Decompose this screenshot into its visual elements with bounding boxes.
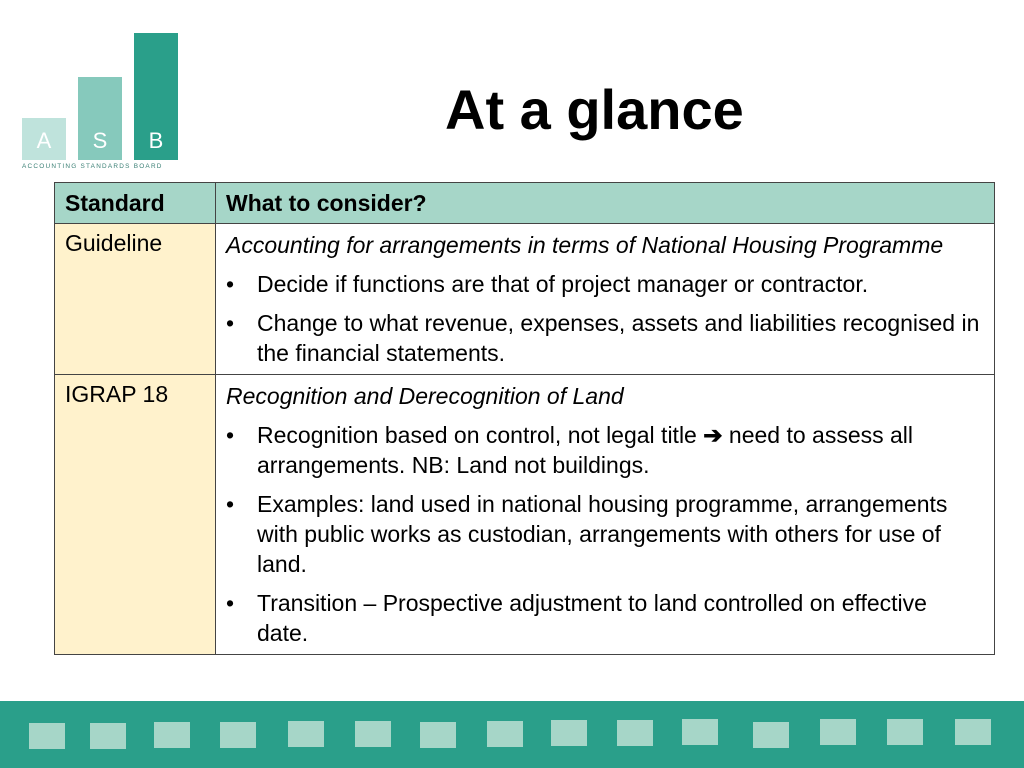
- footer-square: [617, 720, 653, 746]
- footer-square: [887, 719, 923, 745]
- footer-square: [420, 722, 456, 748]
- footer-square: [355, 721, 391, 747]
- table-row: [55, 224, 995, 375]
- footer-square: [154, 722, 190, 748]
- footer-square: [29, 723, 65, 749]
- footer-square: [288, 721, 324, 747]
- slide-title: At a glance: [445, 78, 744, 141]
- footer-band: [0, 701, 1024, 768]
- logo-bar-a: [22, 118, 66, 160]
- logo-tagline: ACCOUNTING STANDARDS BOARD: [22, 163, 163, 170]
- asb-logo: [20, 33, 180, 173]
- bullet-point: • Transition – Prospective adjustment to land controlled on effective date.: [226, 588, 984, 648]
- logo-bar-s: [78, 77, 122, 160]
- standard-cell: Guideline: [55, 224, 216, 375]
- logo-letter-a: A: [36, 128, 52, 153]
- standard-cell: IGRAP 18: [55, 375, 216, 655]
- bullet-list: [226, 420, 984, 648]
- table-row: [55, 375, 995, 655]
- logo-letter-s: S: [92, 128, 108, 153]
- footer-square: [487, 721, 523, 747]
- footer-square: [220, 722, 256, 748]
- footer-square: [753, 722, 789, 748]
- column-header-consider: What to consider?: [216, 183, 995, 224]
- logo-letter-b: B: [148, 128, 164, 153]
- footer-square: [955, 719, 991, 745]
- bullet-text: Recognition based on control, not legal title: [257, 422, 697, 448]
- standards-table: [54, 182, 995, 655]
- footer-square: [820, 719, 856, 745]
- bullet-point: • Examples: land used in national housing programme, arrangements with public works as custodian, arrangements with others for use of land.: [226, 489, 984, 579]
- bullet-point: • Change to what revenue, expenses, assets and liabilities recognised in the financial statements.: [226, 308, 984, 368]
- consider-cell: [216, 375, 995, 655]
- bullet-point: • Decide if functions are that of project manager or contractor.: [226, 269, 984, 299]
- bullet-point: [226, 420, 984, 480]
- footer-square: [682, 719, 718, 745]
- arrow-right-icon: ➔: [703, 422, 723, 448]
- bullet-list: [226, 269, 984, 368]
- row-heading: Accounting for arrangements in terms of National Housing Programme: [226, 232, 944, 258]
- column-header-standard: Standard: [55, 183, 216, 224]
- bullet-text-continued: need to assess all arrangements. NB: Land not buildings.: [257, 422, 914, 478]
- footer-square: [551, 720, 587, 746]
- row-heading: Recognition and Derecognition of Land: [226, 383, 624, 409]
- footer-square: [90, 723, 126, 749]
- consider-cell: [216, 224, 995, 375]
- table-header-row: [55, 183, 995, 224]
- logo-bar-b: [134, 33, 178, 160]
